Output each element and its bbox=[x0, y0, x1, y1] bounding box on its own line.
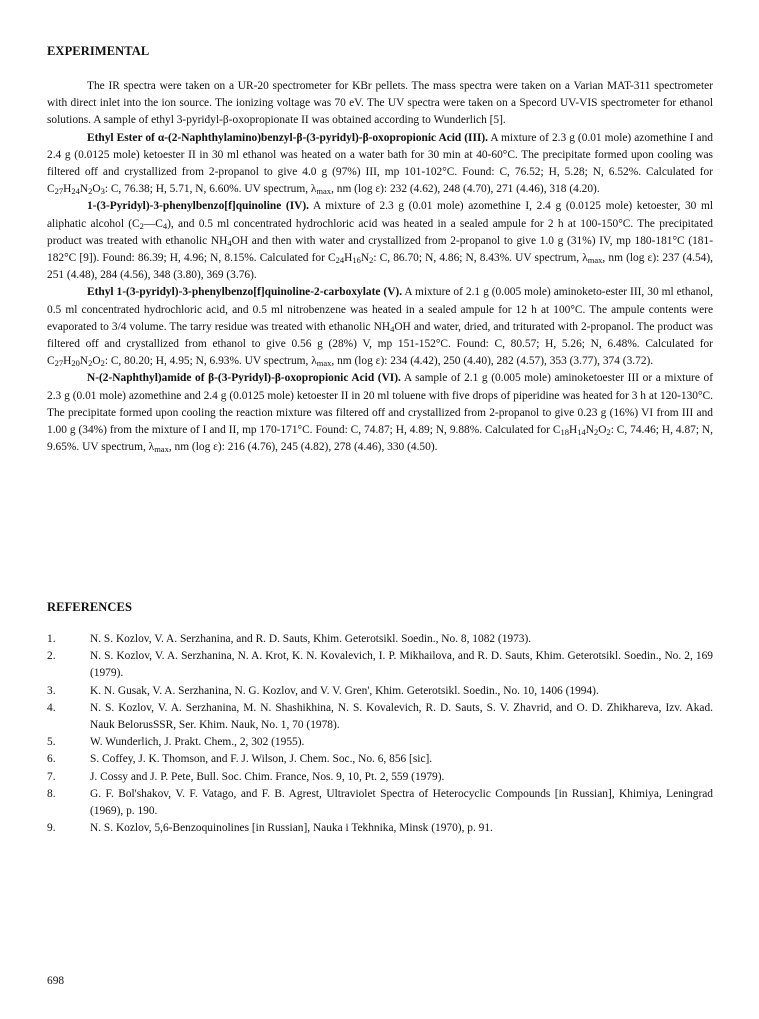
intro-paragraph: The IR spectra were taken on a UR-20 spectrometer for KBr pellets. The mass spectra were taken on a Varian MAT-311 spectrometer with direct inlet into the ion source. The ionizing voltage was 70 eV. The UV spectra were taken on a Specord UV-VIS spectrometer for ethanol solutions. A sample of ethyl 3-pyridyl-β-oxopropionate II was obtained according to Wunderlich [5]. bbox=[47, 80, 713, 127]
reference-item: 2. N. S. Kozlov, V. A. Serzhanina, N. A. Krot, K. N. Kovalevich, I. P. Mikhailova, and R. D. Sauts, Khim. Geterotsikl. Soedin., No. 2, 169 (1979). bbox=[47, 650, 713, 680]
compound-iii-heading: Ethyl Ester of α-(2-Naphthylamino)benzyl-β-(3-pyridyl)-β-oxopropionic Acid (III). bbox=[87, 131, 488, 144]
experimental-heading: EXPERIMENTAL bbox=[47, 44, 150, 58]
reference-item: 7. J. Cossy and J. P. Pete, Bull. Soc. Chim. France, Nos. 9, 10, Pt. 2, 559 (1979). bbox=[47, 770, 445, 783]
compound-iv-paragraph: 1-(3-Pyridyl)-3-phenylbenzo[f]quinoline (IV). A mixture of 2.3 g (0.01 mole) azomethine I, 2.4 g (0.0125 mole) ketoester, 30 ml aliphatic alcohol $(C_2—C_4)$, and 0.5 ml concentrated hydrochloric acid was heated in a sealed ampule for 2 h at 100-150°C. The precipitated product was treated with ethanolic $NH_4OH$ and then with water and crystallized from 2-propanol to give 1.0 g (31%) IV, mp 180-181°C (181-182°C [9]). Found: 86.39; H, 4.96; N, 8.15%. Calculated for $C_{24}H_{16}N_2$: C, 86.70; N, 4.86; N, 8.43%. UV spectrum, $\lambda_{max}$, nm (log ε): 237 (4.54), 251 (4.48), 284 (4.56), 348 (3.80), 369 (3.76). bbox=[47, 200, 714, 282]
reference-item: 1. N. S. Kozlov, V. A. Serzhanina, and R. D. Sauts, Khim. Geterotsikl. Soedin., No. 8, 1082 (1973). bbox=[47, 633, 532, 645]
compound-vi-paragraph: N-(2-Naphthyl)amide of β-(3-Pyridyl)-β-oxopropionic Acid (VI). A sample of 2.1 g (0.005 mole) aminoketoester III or a mixture of 2.3 g (0.01 mole) azomethine and 2.4 g (0.0125 mole) ketoester II in 20 ml toluene with five drops of piperidine was heated for 3 h at 120-130°C. The precipitate formed upon cooling the reaction mixture was filtered off and crystallized from 2-propanol to give 0.23 g (16%) VI from III and 1.00 g (34%) from the mixture of I and II, mp 170-171°C. Found: C, 74.87; H, 4.89; N, 9.88%. Calculated for $C_{18}H_{14}N_2O_2$: C, 74.46; H, 4.87; N, 9.65%. UV spectrum, $\lambda_{max}$, nm (log ε): 216 (4.76), 245 (4.82), 278 (4.46), 330 (4.50). bbox=[47, 372, 714, 455]
compound-iii-paragraph: Ethyl Ester of α-(2-Naphthylamino)benzyl-β-(3-pyridyl)-β-oxopropionic Acid (III). A mixture of 2.3 g (0.01 mole) azomethine I and 2.4 g (0.0125 mole) ketoester II in 30 ml ethanol was heated on a water bath for 30 min at 40-60°C. The precipitate formed upon cooling was filtered off and crystallized from 2-propanol to give 4.0 g (97%) III, mp 101-102°C. Found: C, 76.52; H, 5.28; N, 6.52%. Calculated for $C_{27}H_{24}N_2O_3$: C, 76.38; H, 5.71, N, 6.60%. UV spectrum, $\lambda_{max}$, nm (log ε): 232 (4.62), 248 (4.70), 271 (4.46), 318 (4.20). bbox=[47, 131, 713, 197]
references-heading: REFERENCES bbox=[47, 600, 133, 614]
compound-v-paragraph: Ethyl 1-(3-pyridyl)-3-phenylbenzo[f]quinoline-2-carboxylate (V). A mixture of 2.1 g (0.005 mole) aminoketo-ester III, 30 ml ethanol, 0.5 ml concentrated hydrochloric acid, and 0.5 ml nitrobenzene was heated in a sealed ampule for 12 h at 100°C. The ampule contents were evaporated to 3/4 volume. The tarry residue was treated with ethanolic $NH_4OH$ and water, dried, and triturated with 2-propanol. The product was filtered off and crystallized from ethanol to give 0.56 g (28%) V, mp 151-152°C. Found: C, 80.57; H, 5.26; N, 6.48%. Calculated for $C_{27}H_{20}N_2O_2$: C, 80.20; H, 4.95; N, 6.93%. UV spectrum, $\lambda_{max}$, nm (log ε): 234 (4.42), 250 (4.40), 282 (4.57), 353 (3.77), 374 (3.72). bbox=[47, 286, 713, 369]
reference-item: 9. N. S. Kozlov, 5,6-Benzoquinolines [in Russian], Nauka i Tekhnika, Minsk (1970), p. 91. bbox=[47, 822, 493, 835]
compound-v-heading: Ethyl 1-(3-pyridyl)-3-phenylbenzo[f]quinoline-2-carboxylate (V). bbox=[87, 286, 403, 299]
page-number: 698 bbox=[47, 975, 65, 987]
reference-item: 8. G. F. Bol'shakov, V. F. Vatago, and F. B. Agrest, Ultraviolet Spectra of Heterocyclic Compounds [in Russian], Khimiya, Leningrad (1969), p. 190. bbox=[47, 787, 713, 818]
compound-iv-heading: 1-(3-Pyridyl)-3-phenylbenzo[f]quinoline (IV). bbox=[87, 200, 310, 213]
reference-item: 4. N. S. Kozlov, V. A. Serzhanina, M. N. Shashikhina, N. S. Kovalevich, R. D. Sauts, S. V. Zhavrid, and O. D. Zhikhareva, Izv. Akad. Nauk BelorusSSR, Ser. Khim. Nauk, No. 1, 70 (1978). bbox=[47, 701, 713, 732]
reference-item: 3. K. N. Gusak, V. A. Serzhanina, N. G. Kozlov, and V. V. Gren', Khim. Geterotsikl. Soedin., No. 10, 1406 (1994). bbox=[47, 684, 599, 697]
reference-item: 6. S. Coffey, J. K. Thomson, and F. J. Wilson, J. Chem. Soc., No. 6, 856 [sic]. bbox=[47, 753, 433, 766]
reference-item: 5. W. Wunderlich, J. Prakt. Chem., 2, 302 (1955). bbox=[47, 736, 305, 749]
experimental-body bbox=[47, 78, 713, 456]
references-list bbox=[47, 631, 713, 837]
compound-vi-heading: N-(2-Naphthyl)amide of β-(3-Pyridyl)-β-oxopropionic Acid (VI). bbox=[87, 372, 401, 385]
